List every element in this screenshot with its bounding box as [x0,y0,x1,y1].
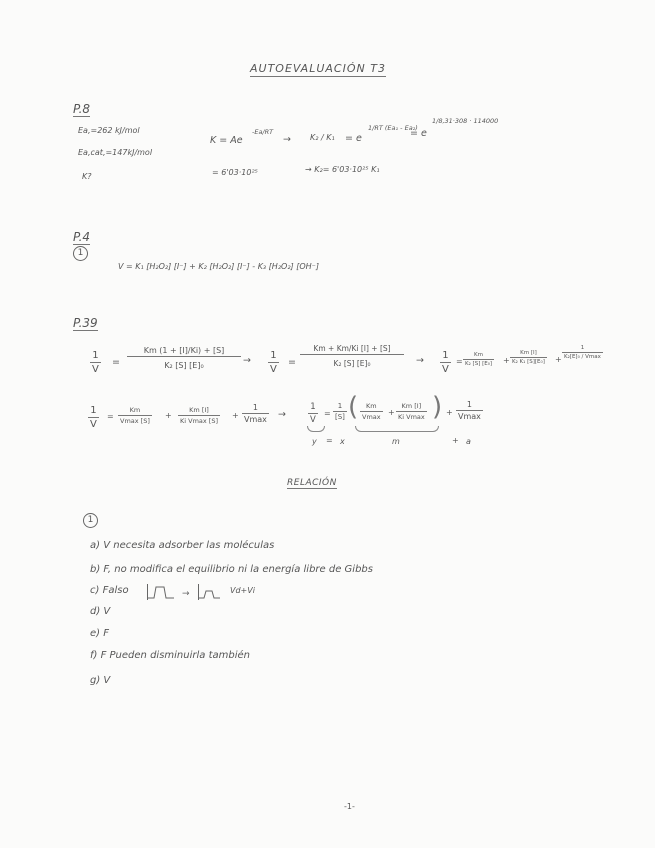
p39-r2-lhs-den: V [90,419,97,430]
p39-r2-f-den: Vmax [362,413,381,421]
p8-arrow: → [283,134,291,145]
p39-r2-term-h [456,400,483,421]
p39-f1-lhs-num: 1 [92,350,99,361]
p39-f3-c-den: K₂[E]₀ / Vmax [564,354,601,360]
p39-r2-plus-3: + [388,408,395,417]
page-number: -1- [344,802,355,811]
p8-eq-exp2: = e [410,128,427,139]
p39-r2-c-den: Vmax [244,415,267,424]
p39-f3-term-a [463,352,494,367]
p39-r2-b-num: Km [I] [189,406,209,414]
p8-result1: = 6'03·10²⁵ [212,168,258,177]
p39-r2-a-den: Vmax [S] [120,417,150,425]
p39-f3-plus-1: + [503,356,510,365]
p39-r2-b-den: Ki Vmax [S] [180,417,219,425]
p39-f3-term-b [510,350,547,365]
p39-f1-den: K₂ [S] [E]₀ [127,356,241,370]
p39-f2-den: K₂ [S] [E]₀ [300,354,404,368]
p8-eq-exp2-sup: 1/8,31·308 · 114000 [432,117,499,125]
p39-r2-plus-4: + [446,408,453,417]
p39-f1-lhs-den: V [92,364,99,375]
answer-g: g) V [90,675,111,686]
sketch-axis-2 [198,584,199,600]
section-label-p39: P.39 [73,316,98,330]
p39-r2-h-den: Vmax [458,412,481,421]
p39-f2-equals: = [288,357,296,368]
sketch-arrow: → [182,589,190,599]
p39-r2-lhs [88,405,99,430]
p4-rate-equation: V = K₁ [H₂O₂] [I⁻] + K₂ [H₂O₂] [I⁻] - K₃ [H₂O₂] [OH⁻] [118,262,319,271]
relacion-title: RELACIÓN [287,478,337,488]
p8-eq-exp-sup: 1/RT (Ea₁ - Ea₂) [368,124,418,132]
p39-f2-lhs-den: V [270,364,277,375]
p39-r2-d-num: 1 [310,402,316,412]
sketch-curve-1 [148,587,174,598]
p39-r2-d-den: V [310,415,316,425]
p39-f3-equals: = [456,357,463,366]
p8-line2: Ea,cat,=147kJ/mol [78,148,153,157]
p39-f3-a-num: Km [474,352,484,358]
brace-y [307,426,325,432]
answer-c: c) Falso [90,585,129,596]
p8-result2: → K₂= 6'03·10²⁵ K₁ [305,165,380,174]
p4-number-circle: 1 [73,246,88,261]
p39-r2-term-a [118,406,152,425]
p8-line1: Ea,=262 kJ/mol [78,126,140,135]
p39-r2-g-num: Km [I] [401,402,422,410]
p39-f2-fraction [300,344,404,368]
answer-a: a) V necesita adsorber las moléculas [90,540,275,551]
p39-r2-c-num: 1 [252,403,258,412]
p39-r2-term-e [333,402,347,421]
sketch-axis-1 [147,584,148,600]
p39-r2-equals-2: = [324,409,331,418]
p39-f3-c-num: 1 [580,345,585,351]
answer-b: b) F, no modifica el equilibrio ni la energía libre de Gibbs [90,564,373,575]
p39-linear-plus: + [452,436,459,445]
answer-c-extra: Vd+Vi [230,586,255,595]
p39-linear-a: a [466,437,471,446]
p39-f3-plus-2: + [555,355,562,364]
p8-eq-k: K = Ae [210,135,243,146]
p39-r2-f-num: Km [366,402,377,410]
p39-f2-lhs [268,350,279,375]
p39-arrow-2: → [416,355,424,366]
p39-linear-x: x [340,437,345,446]
section-label-p8: P.8 [73,102,91,116]
answer-d: d) V [90,606,111,617]
p39-f1-equals: = [112,357,120,368]
p39-f2-lhs-num: 1 [270,350,277,361]
p39-f3-b-num: Km [I] [520,350,537,356]
p39-f3-a-den: K₂ [S] [E₀] [465,361,493,367]
p39-r2-a-num: Km [129,406,141,414]
answer-f: f) F Pueden disminuirla también [90,650,250,661]
p39-r2-plus-1: + [165,411,172,420]
p8-eq-k-exp: -Ea/RT [252,128,274,136]
p39-r2-term-d [308,402,318,425]
p39-r2-e-num: 1 [337,402,343,410]
section-label-p4: P.4 [73,230,91,244]
p39-r2-arrow: → [278,409,286,420]
p39-linear-equals: = [326,436,333,445]
p39-f3-lhs-den: V [442,364,449,375]
p39-linear-y: y [312,437,317,446]
p39-r2-term-b [178,406,220,425]
p39-r2-paren-open: ( [348,392,359,422]
p39-r2-h-num: 1 [466,400,472,409]
p39-r2-equals: = [107,412,114,421]
p39-r2-g-den: Ki Vmax [398,413,425,421]
p39-f3-lhs-num: 1 [442,350,449,361]
p39-f3-lhs [440,350,451,375]
brace-m [355,426,439,432]
p39-r2-term-f [360,402,383,421]
p39-linear-m: m [392,437,400,446]
p39-f1-lhs [90,350,101,375]
p8-eq-exp: = e [345,133,362,144]
p39-r2-paren-close: ) [432,392,443,422]
page-title: AUTOEVALUACIÓN T3 [250,62,386,75]
p8-line3: K? [82,172,92,181]
p39-r2-term-c [242,403,269,424]
p39-arrow-1: → [243,355,251,366]
sketch-curve-2 [199,591,220,598]
p39-f2-num: Km + Km/Ki [I] + [S] [313,344,391,353]
p39-f3-term-c [562,345,603,360]
p39-f3-b-den: K₂ K₁ [S][E₀] [512,359,545,365]
p39-r2-term-g [396,402,427,421]
relacion-number-circle: 1 [83,513,98,528]
p39-r2-lhs-num: 1 [90,405,97,416]
p8-ratio-k: K₂ / K₁ [310,133,335,142]
p39-r2-plus-2: + [232,411,239,420]
p39-f1-fraction [127,346,241,370]
p39-r2-e-den: [S] [335,413,345,421]
answer-e: e) F [90,628,109,639]
p39-f1-num: Km (1 + [I]/Ki) + [S] [143,346,225,355]
